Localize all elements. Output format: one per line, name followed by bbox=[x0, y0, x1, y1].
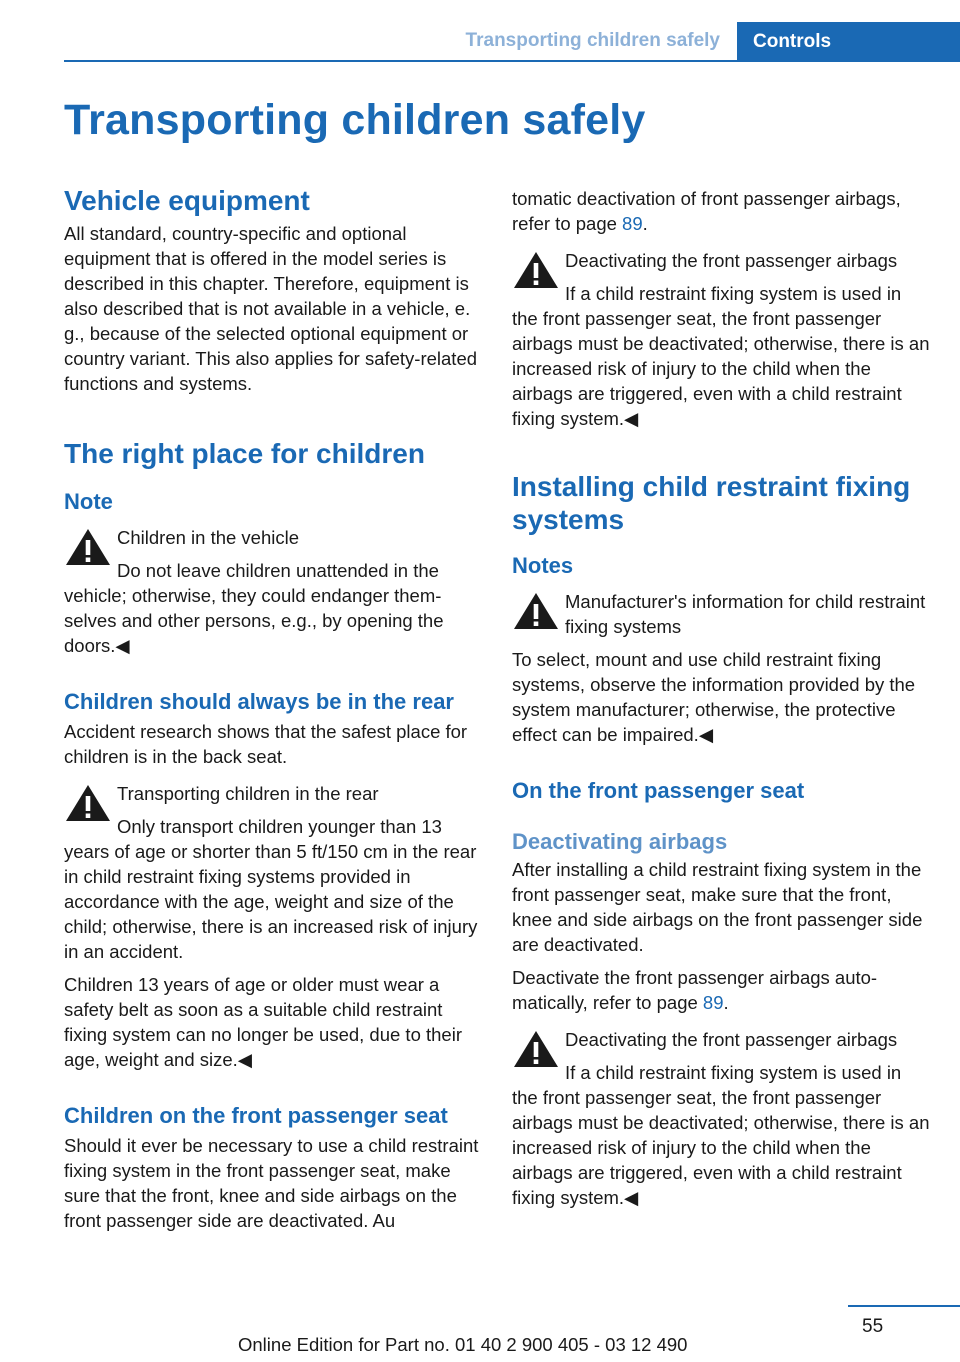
warning-triangle-icon bbox=[64, 527, 112, 567]
warning-triangle-icon bbox=[64, 783, 112, 823]
warning-body: Do not leave children unattended in the vehicle; otherwise, they could endanger themselves and other persons, e.g., by opening the doors.◀ bbox=[64, 560, 444, 656]
heading-children-front-seat: Children on the front passenger seat bbox=[64, 1103, 448, 1128]
warning-body: Only transport children younger than 13 years of age or shorter than 5 ft/150 cm in the rear in child restraint fixing systems provided in accordance with the age, weight and size of the child; otherwise, there is an increased risk of injury in an accident. bbox=[64, 816, 478, 962]
header-section-title: Transporting children safely bbox=[465, 30, 720, 51]
page-reference-link[interactable]: 89 bbox=[702, 992, 724, 1013]
continued-text-after: . bbox=[642, 213, 648, 234]
page-reference-link[interactable]: 89 bbox=[622, 213, 643, 234]
vehicle-equipment-text: All standard, country-specific and optional equipment that is offered in the model series is described in this chapter. Therefore, equipment is also described that is not available in a vehicle, e. g., because of the selected optional equipment or country variant. This also applies for safety-related functions and systems. bbox=[64, 223, 478, 394]
warning-triangle-icon bbox=[512, 1029, 560, 1069]
footer-edition: Online Edition for Part no. 01 40 2 900 405 - 03 12 490 bbox=[238, 1334, 688, 1355]
left-column bbox=[64, 180, 482, 1233]
warning-body: To select, mount and use child restraint fixing systems, observe the information provided by the system manufacturer; otherwise, the protective effect can be impaired.◀ bbox=[512, 649, 916, 745]
warning-manufacturer-info bbox=[512, 585, 930, 747]
deactivate-automatically-text bbox=[512, 965, 930, 1015]
page-number: 55 bbox=[862, 1316, 884, 1337]
warning-deactivating-airbags bbox=[512, 244, 930, 431]
heading-vehicle-equipment: Vehicle equipment bbox=[64, 185, 310, 216]
warning-title: Deactivating the front passenger airbags bbox=[565, 250, 898, 271]
continued-text bbox=[512, 186, 930, 236]
warning-triangle-icon bbox=[512, 591, 560, 631]
front-seat-text: Should it ever be necessary to use a child restraint fixing system in the front passenger seat, make sure that the front, knee and side airbags on the front passenger side are deactivated. Au bbox=[64, 1135, 479, 1231]
rear-intro-text: Accident research shows that the safest place for children is in the back seat. bbox=[64, 721, 468, 767]
heading-notes: Notes bbox=[512, 553, 574, 578]
warning-body: If a child restraint fixing system is used in the front passenger seat, the front passenger airbags must be deactivated; otherwise, there is an increased risk of injury to the child when the airbags are triggered, even with a child restraint fixing system.◀ bbox=[512, 283, 930, 429]
heading-children-rear: Children should always be in the rear bbox=[64, 689, 454, 714]
warning-body: If a child restraint fixing system is used in the front passenger seat, the front passenger airbags must be deactivated; otherwise, there is an increased risk of injury to the child when the airbags are triggered, even with a child restraint fixing system.◀ bbox=[512, 1062, 930, 1208]
rear-followup-text: Children 13 years of age or older must wear a safety belt as soon as a suitable child restraint fixing system can no longer be used, due to their age, weight and size.◀ bbox=[64, 974, 462, 1070]
header-chapter-tab[interactable] bbox=[737, 22, 960, 62]
warning-title: Children in the vehicle bbox=[117, 527, 300, 548]
header-chapter-label: Controls bbox=[753, 31, 832, 52]
warning-title: Deactivating the front passenger airbags bbox=[565, 1029, 898, 1050]
warning-children-rear bbox=[64, 777, 482, 964]
heading-installing: Installing child restraint fixing systems bbox=[512, 471, 911, 535]
heading-deactivating-airbags: Deactivating airbags bbox=[512, 829, 728, 854]
warning-deactivating-airbags-2 bbox=[512, 1023, 930, 1210]
deactivating-airbags-text: After installing a child restraint fixing system in the front passenger seat, make sure that the front, knee and side airbags on the front passenger side are deactivated. bbox=[512, 859, 923, 955]
heading-right-place: The right place for children bbox=[64, 438, 425, 469]
warning-title: Manufacturer's information for child restraint fixing systems bbox=[565, 591, 926, 637]
deactivate-text-after: . bbox=[723, 992, 729, 1013]
heading-front-passenger-seat: On the front passenger seat bbox=[512, 778, 805, 803]
heading-note: Note bbox=[64, 489, 113, 514]
footer-rule bbox=[848, 1305, 960, 1307]
warning-triangle-icon bbox=[512, 250, 560, 290]
continued-text-before: tomatic deactivation of front passenger airbags, refer to page bbox=[512, 188, 901, 234]
header-rule bbox=[64, 60, 960, 62]
deactivate-text-before: Deactivate the front passenger airbags automatically, refer to page bbox=[512, 967, 878, 1013]
page-title: Transporting children safely bbox=[64, 96, 646, 144]
right-column bbox=[512, 180, 930, 1210]
warning-children-in-vehicle bbox=[64, 521, 482, 658]
warning-title: Transporting children in the rear bbox=[117, 783, 379, 804]
